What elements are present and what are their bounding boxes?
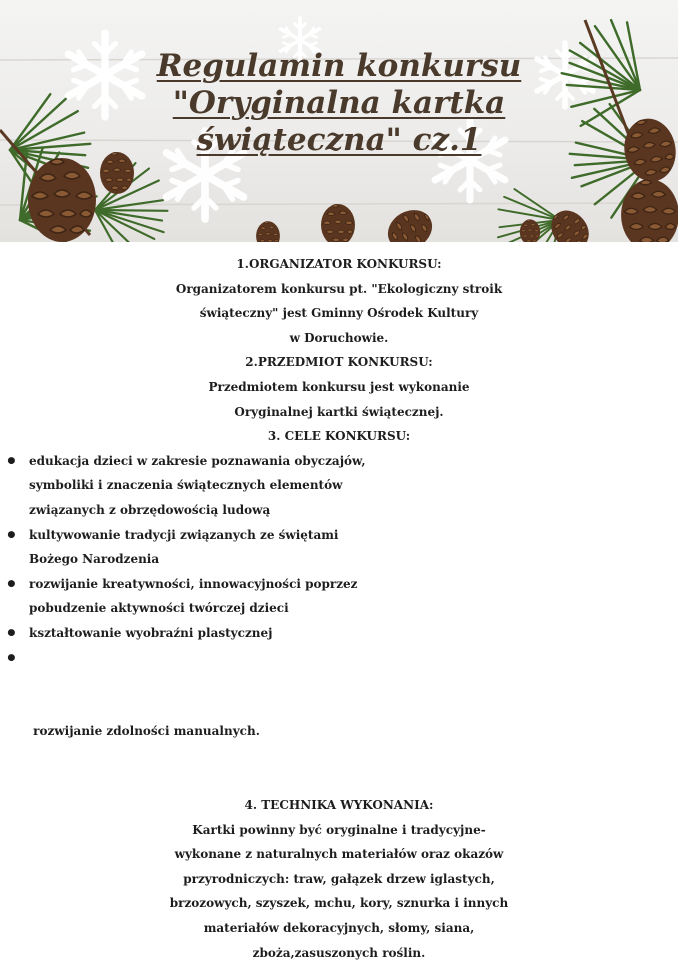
list-item-line: rozwijanie kreatywności, innowacyjności poprzez <box>29 576 358 591</box>
title-line: "Oryginalna kartka <box>172 85 506 121</box>
list-item-line: pobudzenie aktywności twórczej dzieci <box>29 601 289 616</box>
title-line: Regulamin konkursu <box>156 48 522 84</box>
section-text-line: w Doruchowie. <box>289 330 389 345</box>
title-line: świąteczna" cz.1 <box>196 122 482 158</box>
section-text-line: przyrodniczych: traw, gałązek drzew iglastych, <box>183 871 495 886</box>
section-heading-goals: 3. CELE KONKURSU: <box>267 429 411 444</box>
list-item <box>0 449 678 523</box>
section-text-line: Kartki powinny być oryginalne i tradycyjne- <box>192 822 486 837</box>
section-text-line: Przedmiotem konkursu jest wykonanie <box>208 379 470 394</box>
list-item <box>0 523 678 572</box>
list-item-line: symboliki i znaczenia świątecznych elementów <box>29 478 343 493</box>
bullet-icon: • <box>5 645 18 670</box>
list-item <box>0 646 678 794</box>
section-text-line: brzozowych, szyszek, mchu, kory, sznurka i innych <box>169 896 509 911</box>
bullet-icon: • <box>5 522 18 547</box>
list-item <box>0 621 678 646</box>
section-text-line: wykonane z naturalnych materiałów oraz okazów <box>174 847 504 862</box>
list-item-line: edukacja dzieci w zakresie poznawania obyczajów, <box>29 453 366 468</box>
section-heading-subject: 2.PRZEDMIOT KONKURSU: <box>245 355 433 370</box>
list-item-line: kształtowanie wyobraźni plastycznej <box>29 625 273 640</box>
goals-list <box>0 449 678 793</box>
list-item-line: Bożego Narodzenia <box>29 552 160 567</box>
section-text-line: materiałów dekoracyjnych, słomy, siana, <box>203 921 475 936</box>
list-item <box>0 572 678 621</box>
page-title <box>0 48 678 159</box>
bullet-icon: • <box>5 620 18 645</box>
bullet-icon: • <box>5 571 18 596</box>
section-heading-organizer: 1.ORGANIZATOR KONKURSU: <box>236 257 442 271</box>
list-item-line: rozwijanie zdolności manualnych. <box>29 724 260 739</box>
section-text-line: świąteczny" jest Gminny Ośrodek Kultury <box>199 306 479 321</box>
section-text-line: Organizatorem konkursu pt. "Ekologiczny stroik <box>175 281 503 296</box>
section-text-line: zboża,zasuszonych roślin. <box>252 945 426 960</box>
bullet-icon: • <box>5 448 18 473</box>
rules-content <box>0 252 678 960</box>
section-text-line: Oryginalnej kartki świątecznej. <box>234 404 444 419</box>
section-heading-technique: 4. TECHNIKA WYKONANIA: <box>244 798 434 813</box>
list-item-line: związanych z obrzędowością ludową <box>29 502 271 517</box>
list-item-line: kultywowanie tradycji związanych ze świętami <box>29 527 339 542</box>
header-banner <box>0 0 678 242</box>
